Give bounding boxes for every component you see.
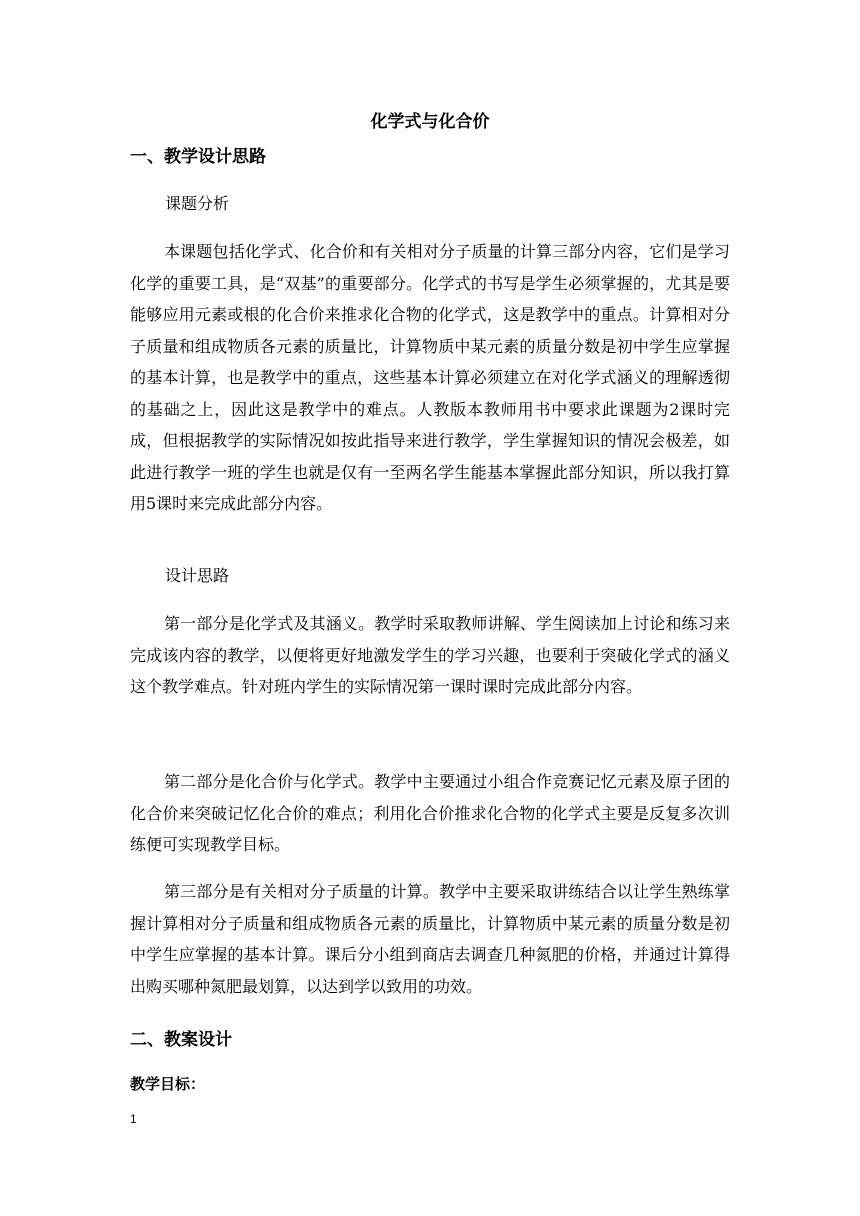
document-title: 化学式与化合价	[370, 112, 490, 132]
section-heading-design-ideas: 一、教学设计思路	[130, 147, 266, 167]
paragraph-topic-analysis: 本课题包括化学式、化合价和有关相对分子质量的计算三部分内容，它们是学习化学的重要工具，是“双基”的重要部分。化学式的书写是学生必须掌握的，尤其是要能够应用元素或根的化合价来推求化合物的化学式，这是教学中的重点。计算相对分子质量和组成物质各元素的质量比，计算物质中某元素的质量分数是初中学生应掌握的基本计算，也是教学中的重点，这些基本计算必须建立在对化学式涵义的理解透彻的基础之上，因此这是教学中的难点。人教版本教师用书中要求此课题为2课时完成，但根据教学的实际情况如按此指导来进行教学，学生掌握知识的情况会极差，如此进行教学一班的学生也就是仅有一至两名学生能基本掌握此部分知识，所以我打算用5课时来完成此部分内容。	[130, 242, 730, 513]
paragraph-design-part-2: 第二部分是化合价与化学式。教学中主要通过小组合作竞赛记忆元素及原子团的化合价来突破记忆化合价的难点；利用化合价推求化合物的化学式主要是反复多次训练便可实现教学目标。	[130, 772, 730, 854]
section-heading-lesson-plan: 二、教案设计	[130, 1030, 232, 1050]
subheading-topic-analysis: 课题分析	[165, 194, 230, 213]
heading-teaching-objectives: 教学目标：	[130, 1075, 206, 1093]
paragraph-design-part-3: 第三部分是有关相对分子质量的计算。教学中主要采取讲练结合以让学生熟练掌握计算相对分子质量和组成物质各元素的质量比，计算物质中某元素的质量分数是初中学生应掌握的基本计算。课后分小组到商店去调查几种氮肥的价格，并通过计算得出购买哪种氮肥最划算，以达到学以致用的功效。	[130, 882, 730, 996]
subheading-design-ideas: 设计思路	[165, 566, 230, 585]
page-number: 1	[130, 1112, 137, 1126]
paragraph-design-part-1: 第一部分是化学式及其涵义。教学时采取教师讲解、学生阅读加上讨论和练习来完成该内容的教学，以便将更好地激发学生的学习兴趣，也要利于突破化学式的涵义这个教学难点。针对班内学生的实际情况第一课时课时完成此部分内容。	[130, 614, 730, 696]
